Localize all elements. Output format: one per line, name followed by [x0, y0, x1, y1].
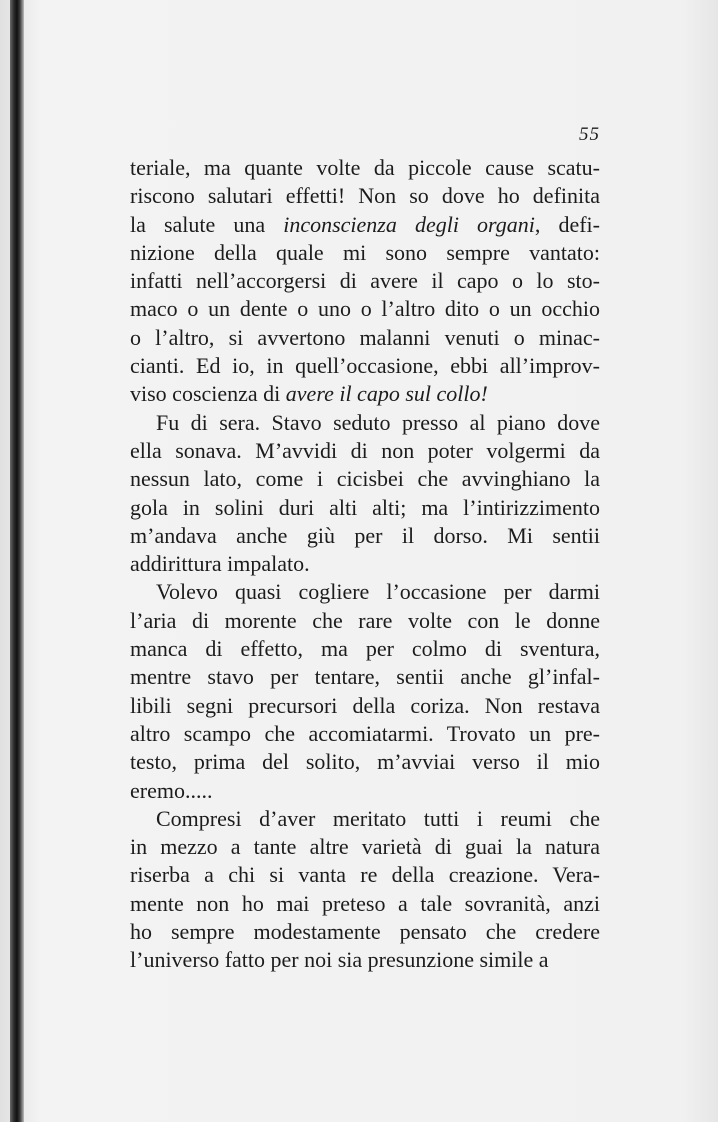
text-segment: nessun lato, come i cicisbei che avvinghiano la: [130, 466, 600, 492]
text-line: [130, 437, 600, 465]
text-line: [130, 465, 600, 493]
text-line: [130, 890, 600, 918]
text-line: [130, 833, 600, 861]
text-segment: teriale, ma quante volte da piccole cause scatu-: [130, 155, 600, 180]
text-line: [130, 324, 600, 352]
text-line: [130, 918, 600, 946]
italic-text: inconscienza degli organi: [283, 211, 535, 237]
text-line: [130, 748, 600, 776]
text-line: [130, 211, 600, 239]
text-segment: riserba a chi si vanta re della creazione. Vera-: [130, 862, 600, 888]
text-segment: cianti. Ed io, in quell’occasione, ebbi all’improv-: [130, 353, 600, 379]
text-segment: testo, prima del solito, m’avviai verso il mio: [130, 749, 600, 775]
text-line: [130, 182, 600, 210]
text-segment: Volevo quasi cogliere l’occasione per darmi: [156, 579, 600, 605]
paragraph: [130, 154, 600, 409]
text-line: [130, 295, 600, 323]
text-segment: infatti nell’accorgersi di avere il capo o lo sto-: [130, 268, 600, 294]
text-segment: maco o un dente o uno o l’altro dito o un occhio: [130, 296, 600, 322]
paragraph: [130, 805, 600, 975]
text-line: [130, 946, 600, 974]
text-segment: nizione della quale mi sono sempre vantato:: [130, 239, 600, 265]
text-line: [130, 352, 600, 380]
text-segment: l’aria di morente che rare volte con le donne: [130, 607, 600, 633]
text-line: [130, 522, 600, 550]
text-line: [130, 239, 600, 267]
text-line: [130, 550, 600, 578]
text-segment: eremo.....: [130, 777, 213, 803]
text-segment: l’universo fatto per noi sia presunzione simile a: [130, 947, 549, 973]
text-segment: manca di effetto, ma per colmo di sventura,: [130, 636, 600, 662]
text-line: [130, 409, 600, 437]
book-spine-shadow: [10, 0, 24, 1122]
text-line: [130, 267, 600, 295]
text-segment: ho sempre modestamente pensato che credere: [130, 919, 600, 945]
text-segment: in mezzo a tante altre varietà di guai la natura: [130, 834, 600, 860]
text-segment: libili segni precursori della coriza. Non restava: [130, 692, 600, 718]
text-segment: o l’altro, si avvertono malanni venuti o minac-: [130, 324, 600, 350]
text-line: [130, 692, 600, 720]
paragraph: [130, 409, 600, 579]
text-segment: riscono salutari effetti! Non so dove ho definita: [130, 183, 600, 209]
text-line: [130, 494, 600, 522]
text-segment: m’andava anche giù per il dorso. Mi sentii: [130, 522, 600, 548]
text-segment: gola in solini duri alti alti; ma l’intirizzimento: [130, 494, 600, 520]
text-segment: la salute una: [130, 211, 284, 237]
italic-text: avere il capo sul collo!: [285, 381, 488, 407]
paragraph: [130, 578, 600, 804]
text-segment: Compresi d’aver meritato tutti i reumi che: [156, 805, 600, 831]
text-line: [130, 635, 600, 663]
body-text: [130, 154, 600, 975]
text-segment: addirittura impalato.: [130, 551, 310, 577]
text-line: [130, 777, 600, 805]
text-segment: altro scampo che accomiatarmi. Trovato un pre-: [130, 720, 600, 746]
text-segment: viso coscienza di: [130, 381, 286, 407]
text-segment: , defi-: [534, 211, 600, 237]
text-line: [130, 578, 600, 606]
text-line: [130, 805, 600, 833]
text-segment: mente non ho mai preteso a tale sovranità, anzi: [130, 890, 600, 916]
text-line: [130, 861, 600, 889]
page-number: 55: [579, 124, 600, 145]
text-segment: mentre stavo per tentare, sentii anche gl’infal-: [130, 664, 600, 690]
text-segment: ella sonava. M’avvidi di non poter volgermi da: [130, 437, 600, 463]
text-segment: Fu di sera. Stavo seduto presso al piano dove: [156, 409, 600, 435]
text-line: [130, 607, 600, 635]
text-line: [130, 720, 600, 748]
text-line: [130, 380, 600, 408]
text-line: [130, 154, 600, 182]
text-line: [130, 663, 600, 691]
